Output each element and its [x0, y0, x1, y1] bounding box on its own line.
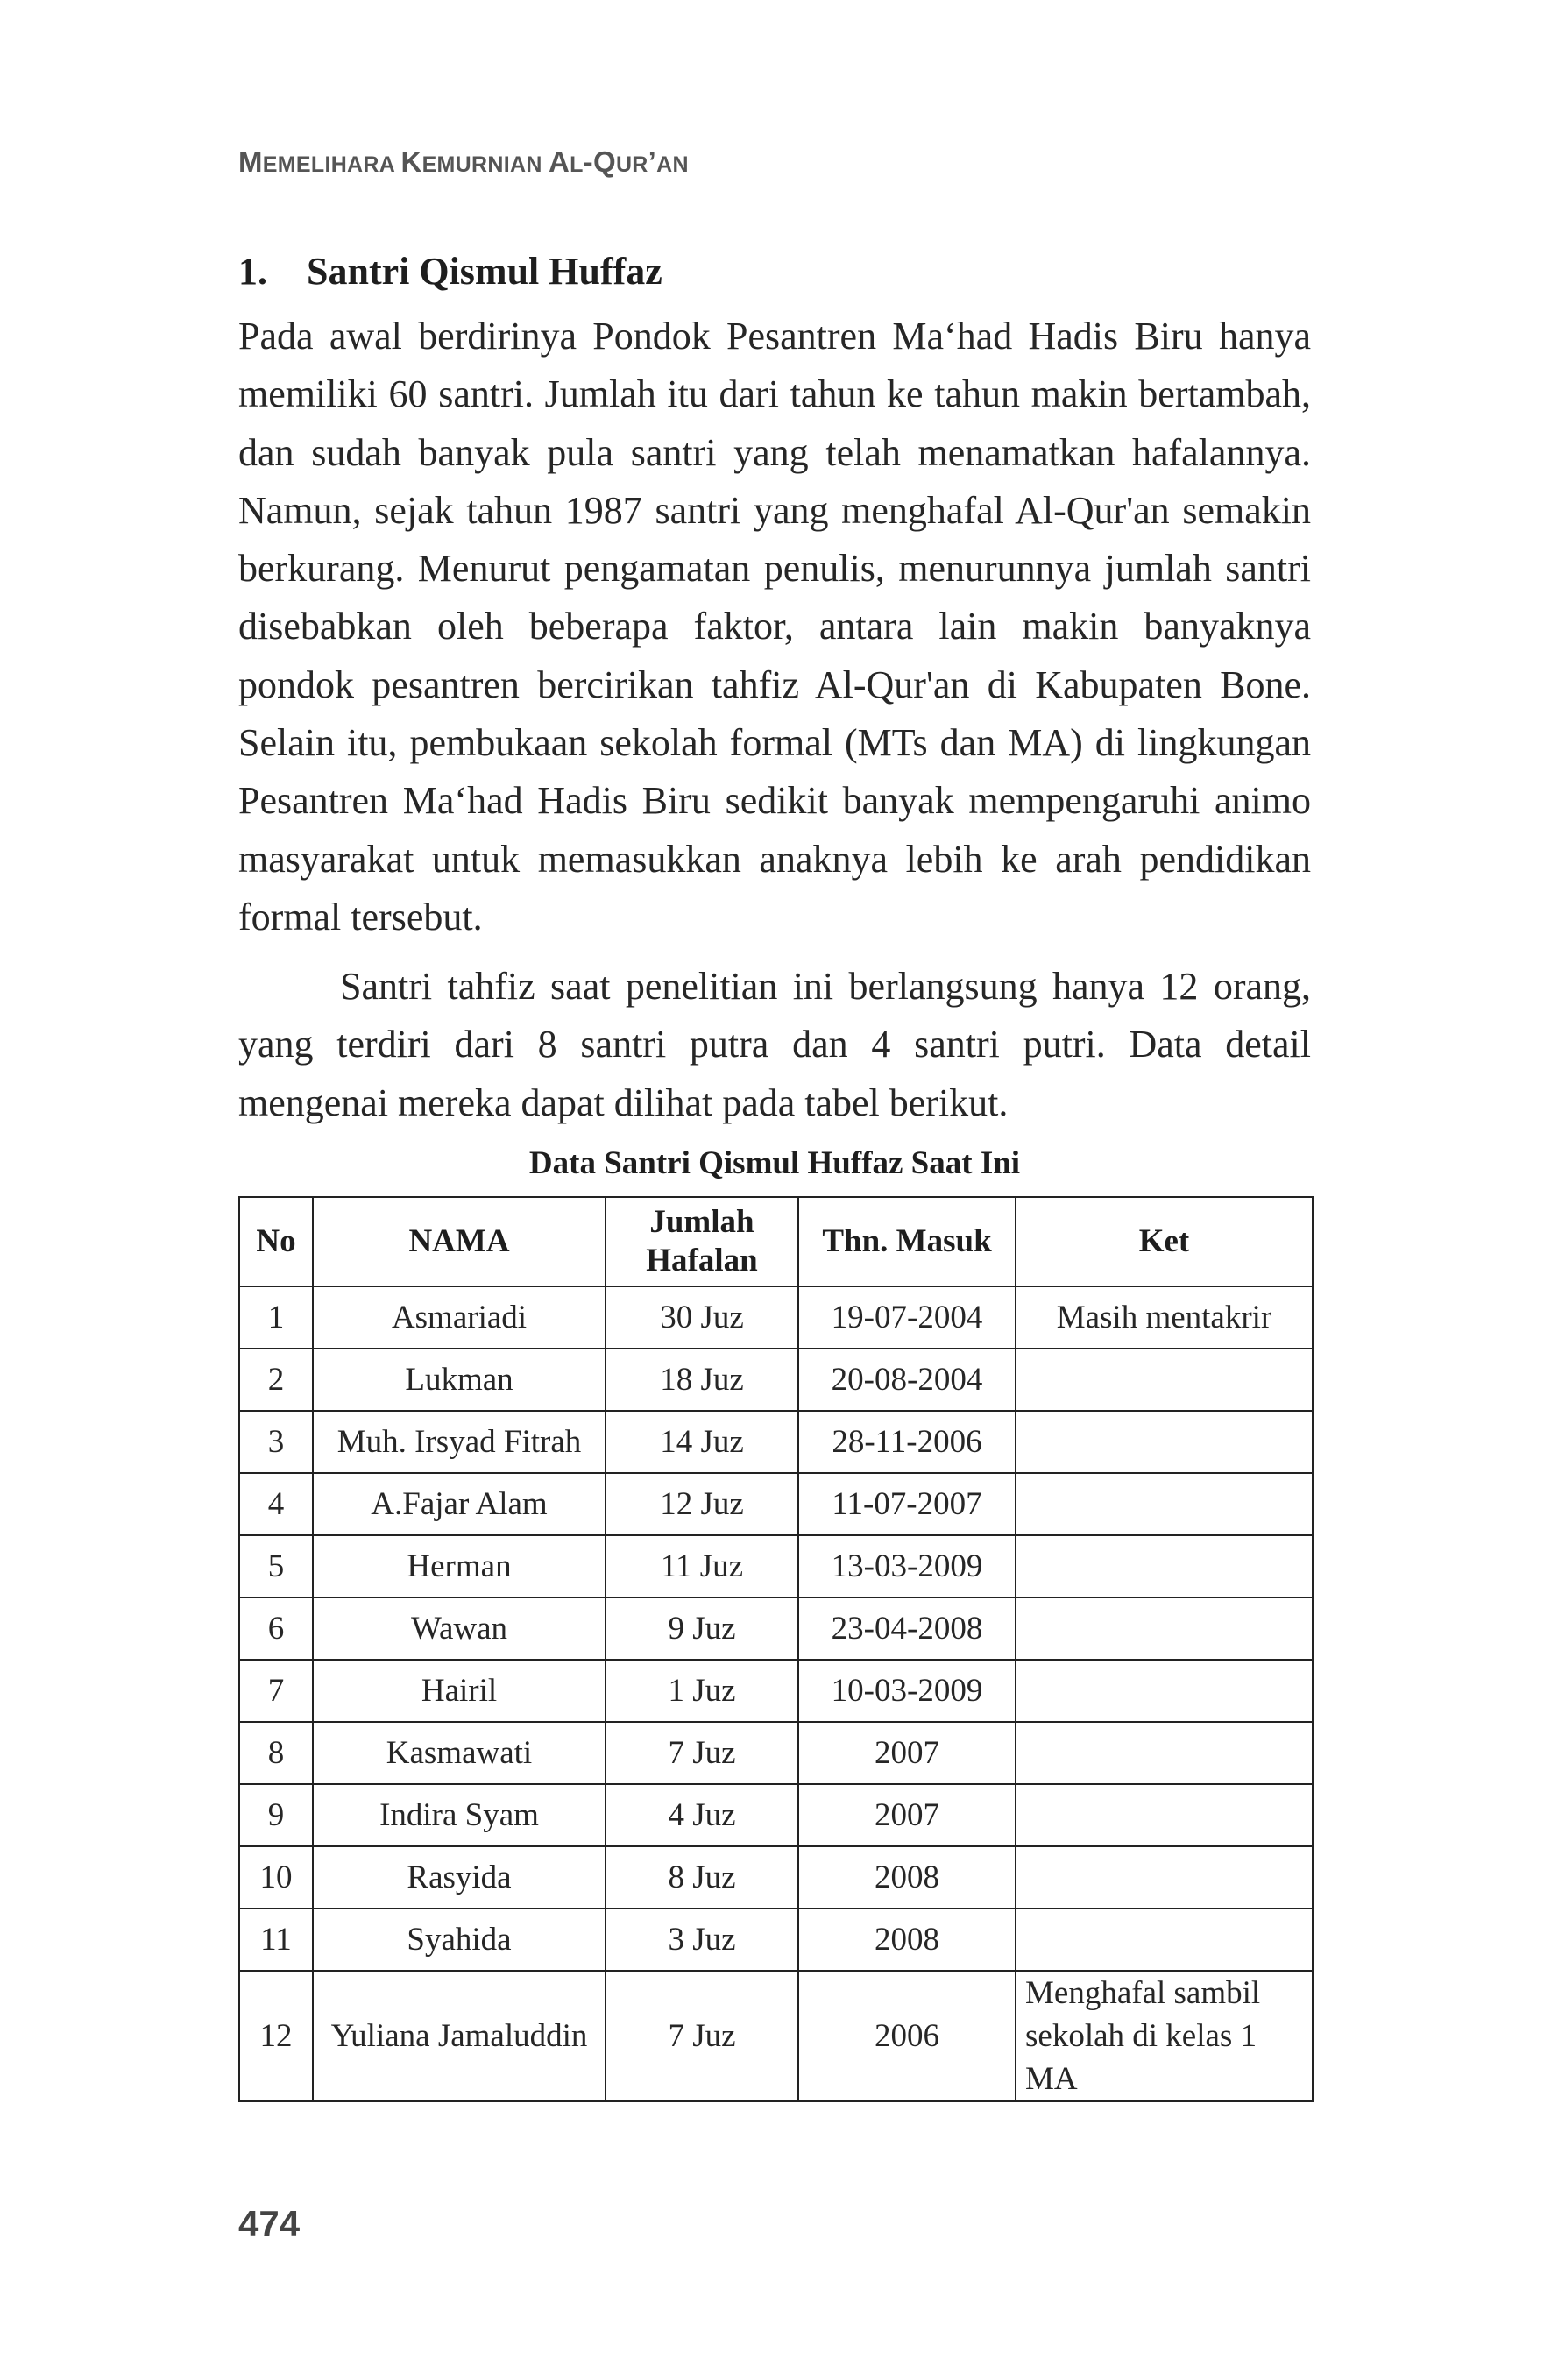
cell-masuk: 23-04-2008 [798, 1597, 1016, 1660]
cell-no: 3 [239, 1411, 313, 1473]
header-ket: Ket [1016, 1197, 1313, 1286]
table-row [239, 1909, 1313, 1971]
cell-masuk: 2007 [798, 1784, 1016, 1846]
cell-masuk: 2008 [798, 1846, 1016, 1909]
cell-hafalan: 11 Juz [606, 1535, 798, 1597]
cell-masuk: 2007 [798, 1722, 1016, 1784]
cell-no: 7 [239, 1660, 313, 1722]
cell-nama: Yuliana Jamaluddin [313, 1971, 606, 2101]
header-nama: NAMA [313, 1197, 606, 1286]
cell-masuk: 19-07-2004 [798, 1286, 1016, 1349]
table-row [239, 1846, 1313, 1909]
header-jumlah-hafalan [606, 1197, 798, 1286]
cell-hafalan: 30 Juz [606, 1286, 798, 1349]
cell-hafalan: 12 Juz [606, 1473, 798, 1535]
section-number: 1. [238, 250, 267, 293]
table-row [239, 1660, 1313, 1722]
section-title: Santri Qismul Huffaz [307, 250, 662, 293]
cell-masuk: 10-03-2009 [798, 1660, 1016, 1722]
cell-no: 5 [239, 1535, 313, 1597]
cell-masuk: 13-03-2009 [798, 1535, 1016, 1597]
running-head-part: M [238, 145, 263, 178]
cell-hafalan: 9 Juz [606, 1597, 798, 1660]
cell-no: 10 [239, 1846, 313, 1909]
cell-nama: Rasyida [313, 1846, 606, 1909]
cell-nama: Herman [313, 1535, 606, 1597]
cell-nama: A.Fajar Alam [313, 1473, 606, 1535]
cell-ket [1016, 1909, 1313, 1971]
table-row [239, 1535, 1313, 1597]
table-header-row [239, 1197, 1313, 1286]
cell-nama: Hairil [313, 1660, 606, 1722]
cell-masuk: 2006 [798, 1971, 1016, 2101]
running-head-part: EMURNIAN [421, 152, 549, 177]
santri-table [238, 1196, 1314, 2102]
cell-hafalan: 4 Juz [606, 1784, 798, 1846]
section-heading [238, 249, 662, 294]
cell-masuk: 2008 [798, 1909, 1016, 1971]
cell-nama: Muh. Irsyad Fitrah [313, 1411, 606, 1473]
cell-hafalan: 18 Juz [606, 1349, 798, 1411]
cell-nama: Lukman [313, 1349, 606, 1411]
table-title: Data Santri Qismul Huffaz Saat Ini [528, 1145, 1021, 1181]
cell-masuk: 11-07-2007 [798, 1473, 1016, 1535]
cell-hafalan: 8 Juz [606, 1846, 798, 1909]
running-head-part: -Q [583, 145, 616, 178]
cell-hafalan: 14 Juz [606, 1411, 798, 1473]
cell-nama: Indira Syam [313, 1784, 606, 1846]
cell-no: 9 [239, 1784, 313, 1846]
table-row [239, 1286, 1313, 1349]
cell-no: 6 [239, 1597, 313, 1660]
table-row [239, 1411, 1313, 1473]
cell-ket [1016, 1535, 1313, 1597]
running-head-part: K [400, 145, 422, 178]
running-head-part: ’ [648, 145, 657, 178]
cell-ket [1016, 1349, 1313, 1411]
table-row [239, 1971, 1313, 2101]
cell-ket [1016, 1722, 1313, 1784]
table-row [239, 1784, 1313, 1846]
cell-ket: Masih mentakrir [1016, 1286, 1313, 1349]
cell-hafalan: 3 Juz [606, 1909, 798, 1971]
cell-ket [1016, 1411, 1313, 1473]
running-head-part: EMELIHARA [262, 152, 401, 177]
cell-no: 1 [239, 1286, 313, 1349]
running-head-part: UR [615, 152, 648, 177]
paragraph: Santri tahfiz saat penelitian ini berlangsung hanya 12 orang, yang terdiri dari 8 santri putra dan 4 santri putri. Data detail mengenai mereka dapat dilihat pada tabel berikut. [238, 965, 1311, 1124]
cell-hafalan: 7 Juz [606, 1722, 798, 1784]
cell-ket [1016, 1597, 1313, 1660]
table-row [239, 1722, 1313, 1784]
cell-ket: Menghafal sambil sekolah di kelas 1 MA [1016, 1971, 1313, 2101]
running-head [238, 145, 689, 179]
running-head-part: A [548, 145, 570, 178]
cell-no: 12 [239, 1971, 313, 2101]
cell-ket [1016, 1660, 1313, 1722]
paragraph: Pada awal berdirinya Pondok Pesantren Ma‘had Hadis Biru hanya memiliki 60 santri. Jumlah itu dari tahun ke tahun makin bertambah, dan sudah banyak pula santri yang telah menamatkan hafalannya. Namun, sejak tahun 1987 santri yang menghafal Al-Qur'an semakin berkurang. Menurut pengamatan penulis, menurunnya jumlah santri disebabkan oleh beberapa faktor, antara lain makin banyaknya pondok pesantren bercirikan tahfiz Al-Qur'an di Kabupaten Bone. Selain itu, pembukaan sekolah formal (MTs dan MA) di lingkungan Pesantren Ma‘had Hadis Biru sedikit banyak mempengaruhi animo masyarakat untuk memasukkan anaknya lebih ke arah pendidikan formal tersebut. [238, 315, 1311, 939]
cell-no: 8 [239, 1722, 313, 1784]
cell-masuk: 28-11-2006 [798, 1411, 1016, 1473]
cell-masuk: 20-08-2004 [798, 1349, 1016, 1411]
table-row [239, 1473, 1313, 1535]
cell-nama: Kasmawati [313, 1722, 606, 1784]
cell-nama: Asmariadi [313, 1286, 606, 1349]
header-hafalan-line2: Hafalan [646, 1243, 758, 1279]
header-no: No [239, 1197, 313, 1286]
cell-no: 4 [239, 1473, 313, 1535]
table-row [239, 1597, 1313, 1660]
table-row [239, 1349, 1313, 1411]
running-head-part: AN [656, 152, 689, 177]
cell-ket [1016, 1473, 1313, 1535]
cell-hafalan: 1 Juz [606, 1660, 798, 1722]
cell-nama: Wawan [313, 1597, 606, 1660]
page-number: 474 [238, 2203, 301, 2244]
header-hafalan-line1: Jumlah [649, 1204, 754, 1240]
header-thn-masuk: Thn. Masuk [798, 1197, 1016, 1286]
running-head-part: L [570, 152, 584, 177]
cell-ket [1016, 1846, 1313, 1909]
cell-ket [1016, 1784, 1313, 1846]
cell-nama: Syahida [313, 1909, 606, 1971]
cell-hafalan: 7 Juz [606, 1971, 798, 2101]
cell-no: 11 [239, 1909, 313, 1971]
cell-no: 2 [239, 1349, 313, 1411]
